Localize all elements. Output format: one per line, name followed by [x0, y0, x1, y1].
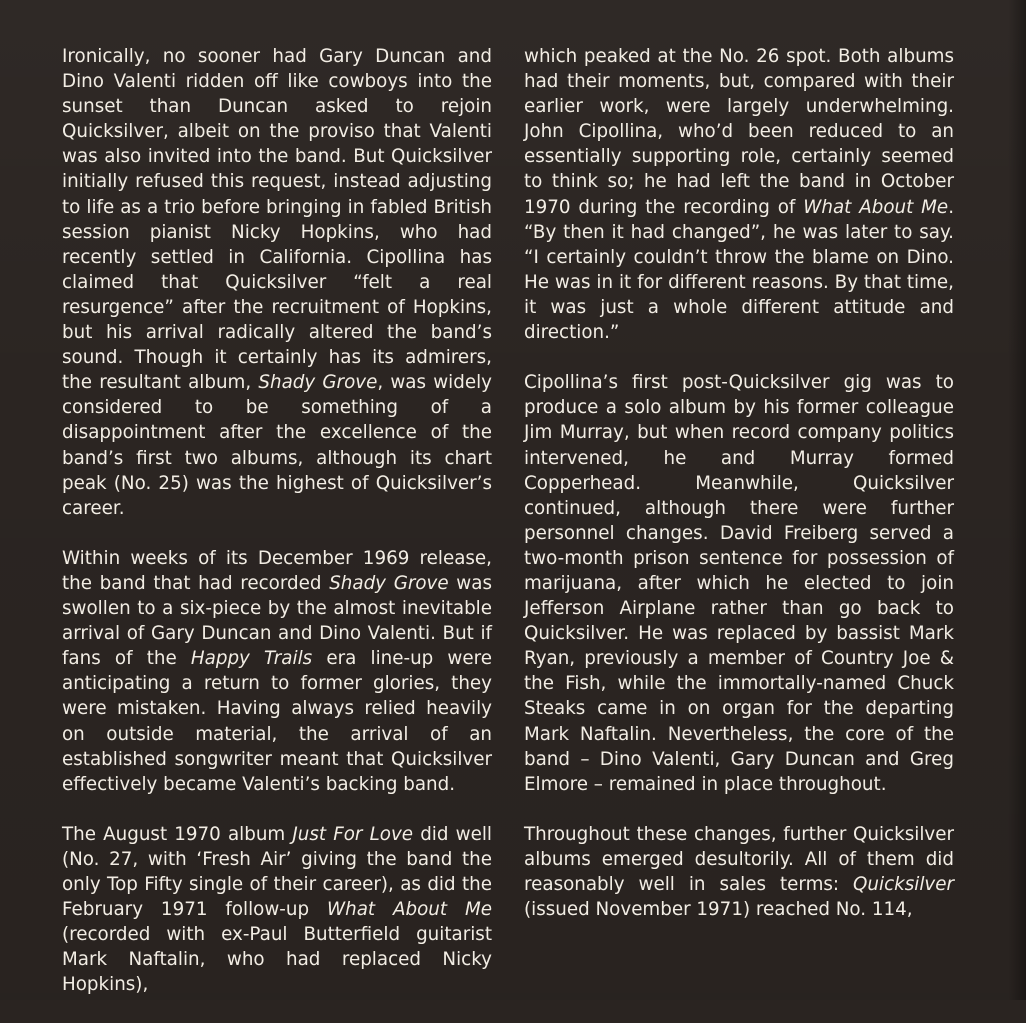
- text-run: Cipollina’s first post-Quicksilver gig was to produce a solo album by his former colleague Jim Murray, but when record company politics intervened, he and Murray formed Copperhead. Meanwhile, Quicksilver continued, although there were further personnel changes. David Freiberg served a two-month prison sentence for possession of marijuana, after which he elected to join Jefferson Airplane rather than go back to Quicksilver. He was replaced by bassist Mark Ryan, previously a member of Country Joe & the Fish, while the immortally-named Chuck Steaks came in on organ for the departing Mark Naftalin. Nevertheless, the core of the band – Dino Valenti, Gary Duncan and Greg Elmore – remained in place throughout.: [524, 372, 954, 795]
- text-run: era line-up were anticipating a return to former glories, they were mistaken. Having always relied heavily on outside material, the arrival of an established songwriter meant that Quicksilver effectively became Valenti’s backing band.: [62, 648, 492, 795]
- page-edge-shadow: [1008, 0, 1026, 1000]
- paragraph: [524, 44, 954, 345]
- album-title: Shady Grove: [258, 372, 378, 394]
- album-title: Happy Trails: [190, 648, 313, 670]
- text-run: Throughout these changes, further Quicksilver albums emerged desultorily. All of them did reasonably well in sales terms:: [524, 823, 954, 896]
- text-run: . “By then it had changed”, he was later to say. “I certainly couldn’t throw the blame on Dino. He was in it for different reasons. By that time, it was just a whole different attitude and direction.”: [524, 196, 954, 344]
- text-run: did well (No. 27, with ‘Fresh Air’ giving the band the only Top Fifty single of their career), as did the February 1971 follow-up: [62, 823, 492, 921]
- album-title: What About Me: [803, 196, 949, 218]
- text-run: The August 1970 album: [62, 823, 293, 845]
- paragraph: [524, 822, 954, 922]
- text-run: (recorded with ex-Paul Butterfield guitarist Mark Naftalin, who had replaced Nicky Hopkins),: [62, 924, 492, 996]
- paragraph: [62, 44, 492, 521]
- left-column: [62, 44, 492, 1023]
- text-run: Ironically, no sooner had Gary Duncan and Dino Valenti ridden off like cowboys into the sunset than Duncan asked to rejoin Quicksilver, albeit on the proviso that Valenti was also invited into the band. But Quicksilver initially refused this request, instead adjusting to life as a trio before bringing in fabled British session pianist Nicky Hopkins, who had recently settled in California. Cipollina has claimed that Quicksilver “felt a real resurgence” after the recruitment of Hopkins, but his arrival radically altered the band’s sound. Though it certainly has its admirers, the resultant album,: [62, 46, 492, 394]
- text-run: (issued November 1971) reached No. 114,: [524, 899, 913, 921]
- album-title: Shady Grove: [329, 572, 449, 594]
- text-run: Within weeks of its December 1969 release, the band that had recorded: [62, 547, 492, 594]
- album-title: What About Me: [327, 899, 492, 921]
- text-run: which peaked at the No. 26 spot. Both albums had their moments, but, compared with their earlier work, were largely underwhelming. John Cipollina, who’d been reduced to an essentially supporting role, certainly seemed to think so; he had left the band in October 1970 during the recording of: [524, 46, 954, 218]
- paragraph: [62, 546, 492, 797]
- paragraph: [62, 822, 492, 998]
- right-column: [524, 44, 954, 947]
- text-run: was swollen to a six-piece by the almost inevitable arrival of Gary Duncan and Dino Valenti. But if fans of the: [62, 572, 492, 670]
- album-title: Just For Love: [292, 823, 414, 845]
- text-run: , was widely considered to be something of a disappointment after the excellence of the band’s first two albums, although its chart peak (No. 25) was the highest of Quicksilver’s career.: [62, 372, 492, 519]
- album-title: Quicksilver: [853, 874, 954, 896]
- paragraph: [524, 370, 954, 797]
